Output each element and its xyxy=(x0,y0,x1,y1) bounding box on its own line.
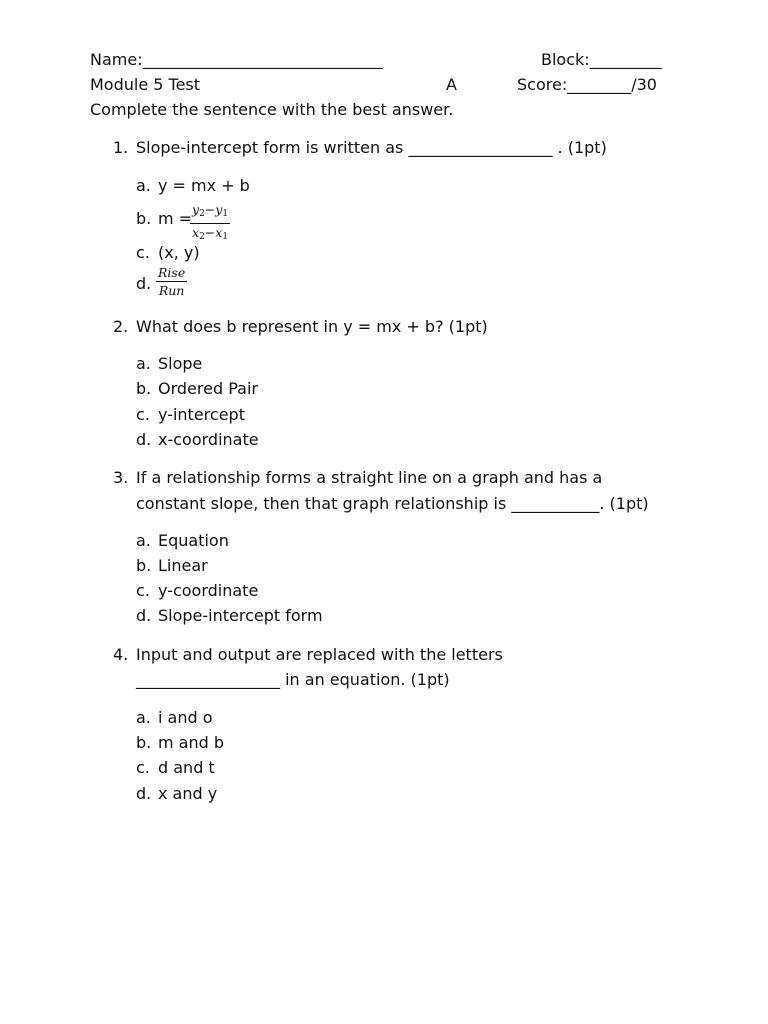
rise-run-fraction xyxy=(156,265,187,298)
block-blank: _________ xyxy=(589,50,662,69)
question-text: Input and output are replaced with the letters xyxy=(136,645,503,664)
question-number: 3. xyxy=(113,468,129,487)
option-text: m = xyxy=(158,209,193,228)
fraction-denominator: $x_2-x_1$ xyxy=(192,225,229,242)
question-text: What does b represent in y = mx + b? (1pt) xyxy=(136,317,488,336)
option-letter: a. xyxy=(136,354,151,373)
test-version: A xyxy=(446,75,457,94)
fraction-numerator: Rise xyxy=(158,265,186,280)
option-text: Ordered Pair xyxy=(158,379,258,398)
option-letter: d. xyxy=(136,430,152,449)
score-blank: ________ xyxy=(567,75,632,94)
option-text: m and b xyxy=(158,733,225,752)
question-text: If a relationship forms a straight line on a graph and has a xyxy=(136,468,603,487)
option-letter: c. xyxy=(136,243,150,262)
question-number: 1. xyxy=(113,138,129,157)
option-letter: d. xyxy=(136,784,152,803)
option-letter: b. xyxy=(136,556,152,575)
module-title: Module 5 Test xyxy=(90,75,201,94)
option-text: y-coordinate xyxy=(158,581,259,600)
option-text: y-intercept xyxy=(158,405,245,424)
block-field xyxy=(541,50,662,70)
option-letter: b. xyxy=(136,379,152,398)
option-text: y = mx + b xyxy=(158,176,250,195)
score-label: Score: xyxy=(517,75,568,94)
fraction-denominator: Run xyxy=(158,283,185,298)
option-text: i and o xyxy=(158,708,213,727)
fraction-numerator: $y_2-y_1$ xyxy=(190,202,230,224)
option-text: x-coordinate xyxy=(158,430,259,449)
option-text: x and y xyxy=(158,784,218,803)
option-letter: a. xyxy=(136,176,151,195)
option-text: Linear xyxy=(158,556,208,575)
question-text: Slope-intercept form is written as __________________ . (1pt) xyxy=(136,138,607,157)
option-text: Slope xyxy=(158,354,203,373)
option-letter: b. xyxy=(136,209,152,228)
name-blank: ______________________________ xyxy=(142,50,383,69)
option-letter: d. xyxy=(136,606,152,625)
score-field xyxy=(517,75,657,95)
option-text: Slope-intercept form xyxy=(158,606,323,625)
option-text: (x, y) xyxy=(158,243,200,262)
block-label: Block: xyxy=(541,50,590,69)
option-letter: c. xyxy=(136,758,150,777)
question-text: __________________ in an equation. (1pt) xyxy=(136,670,450,689)
option-text: Equation xyxy=(158,531,229,550)
score-total: /30 xyxy=(631,75,657,94)
option-letter: d. xyxy=(136,274,152,293)
option-letter: a. xyxy=(136,708,151,727)
instructions: Complete the sentence with the best answer. xyxy=(90,100,454,119)
question-text: constant slope, then that graph relationship is ___________. (1pt) xyxy=(136,494,649,513)
option-letter: c. xyxy=(136,581,150,600)
option-letter: b. xyxy=(136,733,152,752)
name-field xyxy=(90,50,383,70)
name-label: Name: xyxy=(90,50,143,69)
question-number: 2. xyxy=(113,317,129,336)
question-number: 4. xyxy=(113,645,129,664)
option-letter: c. xyxy=(136,405,150,424)
option-text: d and t xyxy=(158,758,215,777)
option-letter: a. xyxy=(136,531,151,550)
slope-fraction xyxy=(190,202,230,245)
